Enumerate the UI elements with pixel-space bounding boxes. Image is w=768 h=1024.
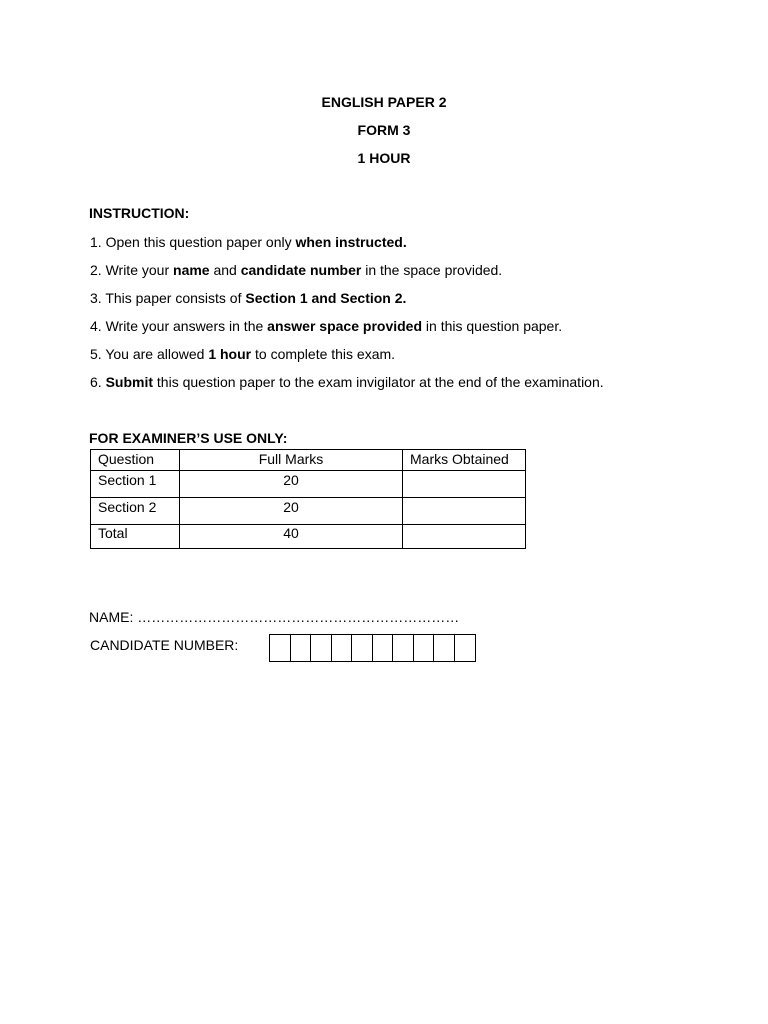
candidate-digit-box[interactable] [434,635,455,661]
candidate-number-label: CANDIDATE NUMBER: [90,637,239,653]
candidate-digit-box[interactable] [291,635,312,661]
name-field[interactable]: NAME: …………………………………………………………… [89,609,460,625]
header-marks-obtained: Marks Obtained [403,450,526,471]
instruction-item-4: 4. Write your answers in the answer space provided in this question paper. [90,318,563,334]
table-row [91,471,526,498]
instruction-heading: INSTRUCTION: [89,205,190,221]
candidate-digit-box[interactable] [455,635,476,661]
row-question: Total [91,525,180,549]
row-question: Section 2 [91,498,180,525]
candidate-digit-box[interactable] [393,635,414,661]
table-header-row [91,450,526,471]
candidate-number-boxes [269,634,476,662]
instruction-item-3: 3. This paper consists of Section 1 and Section 2. [90,290,407,306]
row-full-marks: 20 [180,498,403,525]
paper-title: ENGLISH PAPER 2 [321,94,447,110]
table-row [91,498,526,525]
examiner-use-heading: FOR EXAMINER’S USE ONLY: [89,430,288,446]
instruction-item-2: 2. Write your name and candidate number in the space provided. [90,262,503,278]
instruction-item-6: 6. Submit this question paper to the exam invigilator at the end of the examination. [90,374,604,390]
row-question: Section 1 [91,471,180,498]
form-level: FORM 3 [357,122,411,138]
exam-duration: 1 HOUR [357,150,411,166]
row-marks-obtained[interactable] [403,471,526,498]
row-full-marks: 40 [180,525,403,549]
row-marks-obtained[interactable] [403,498,526,525]
instruction-item-1: 1. Open this question paper only when instructed. [90,234,407,250]
table-row-total [91,525,526,549]
instruction-item-5: 5. You are allowed 1 hour to complete this exam. [90,346,396,362]
header-question: Question [91,450,180,471]
candidate-digit-box[interactable] [332,635,353,661]
marks-table [90,449,526,549]
header-full-marks: Full Marks [180,450,403,471]
row-marks-obtained[interactable] [403,525,526,549]
row-full-marks: 20 [180,471,403,498]
candidate-digit-box[interactable] [414,635,435,661]
candidate-digit-box[interactable] [373,635,394,661]
candidate-digit-box[interactable] [311,635,332,661]
candidate-digit-box[interactable] [352,635,373,661]
candidate-digit-box[interactable] [270,635,291,661]
